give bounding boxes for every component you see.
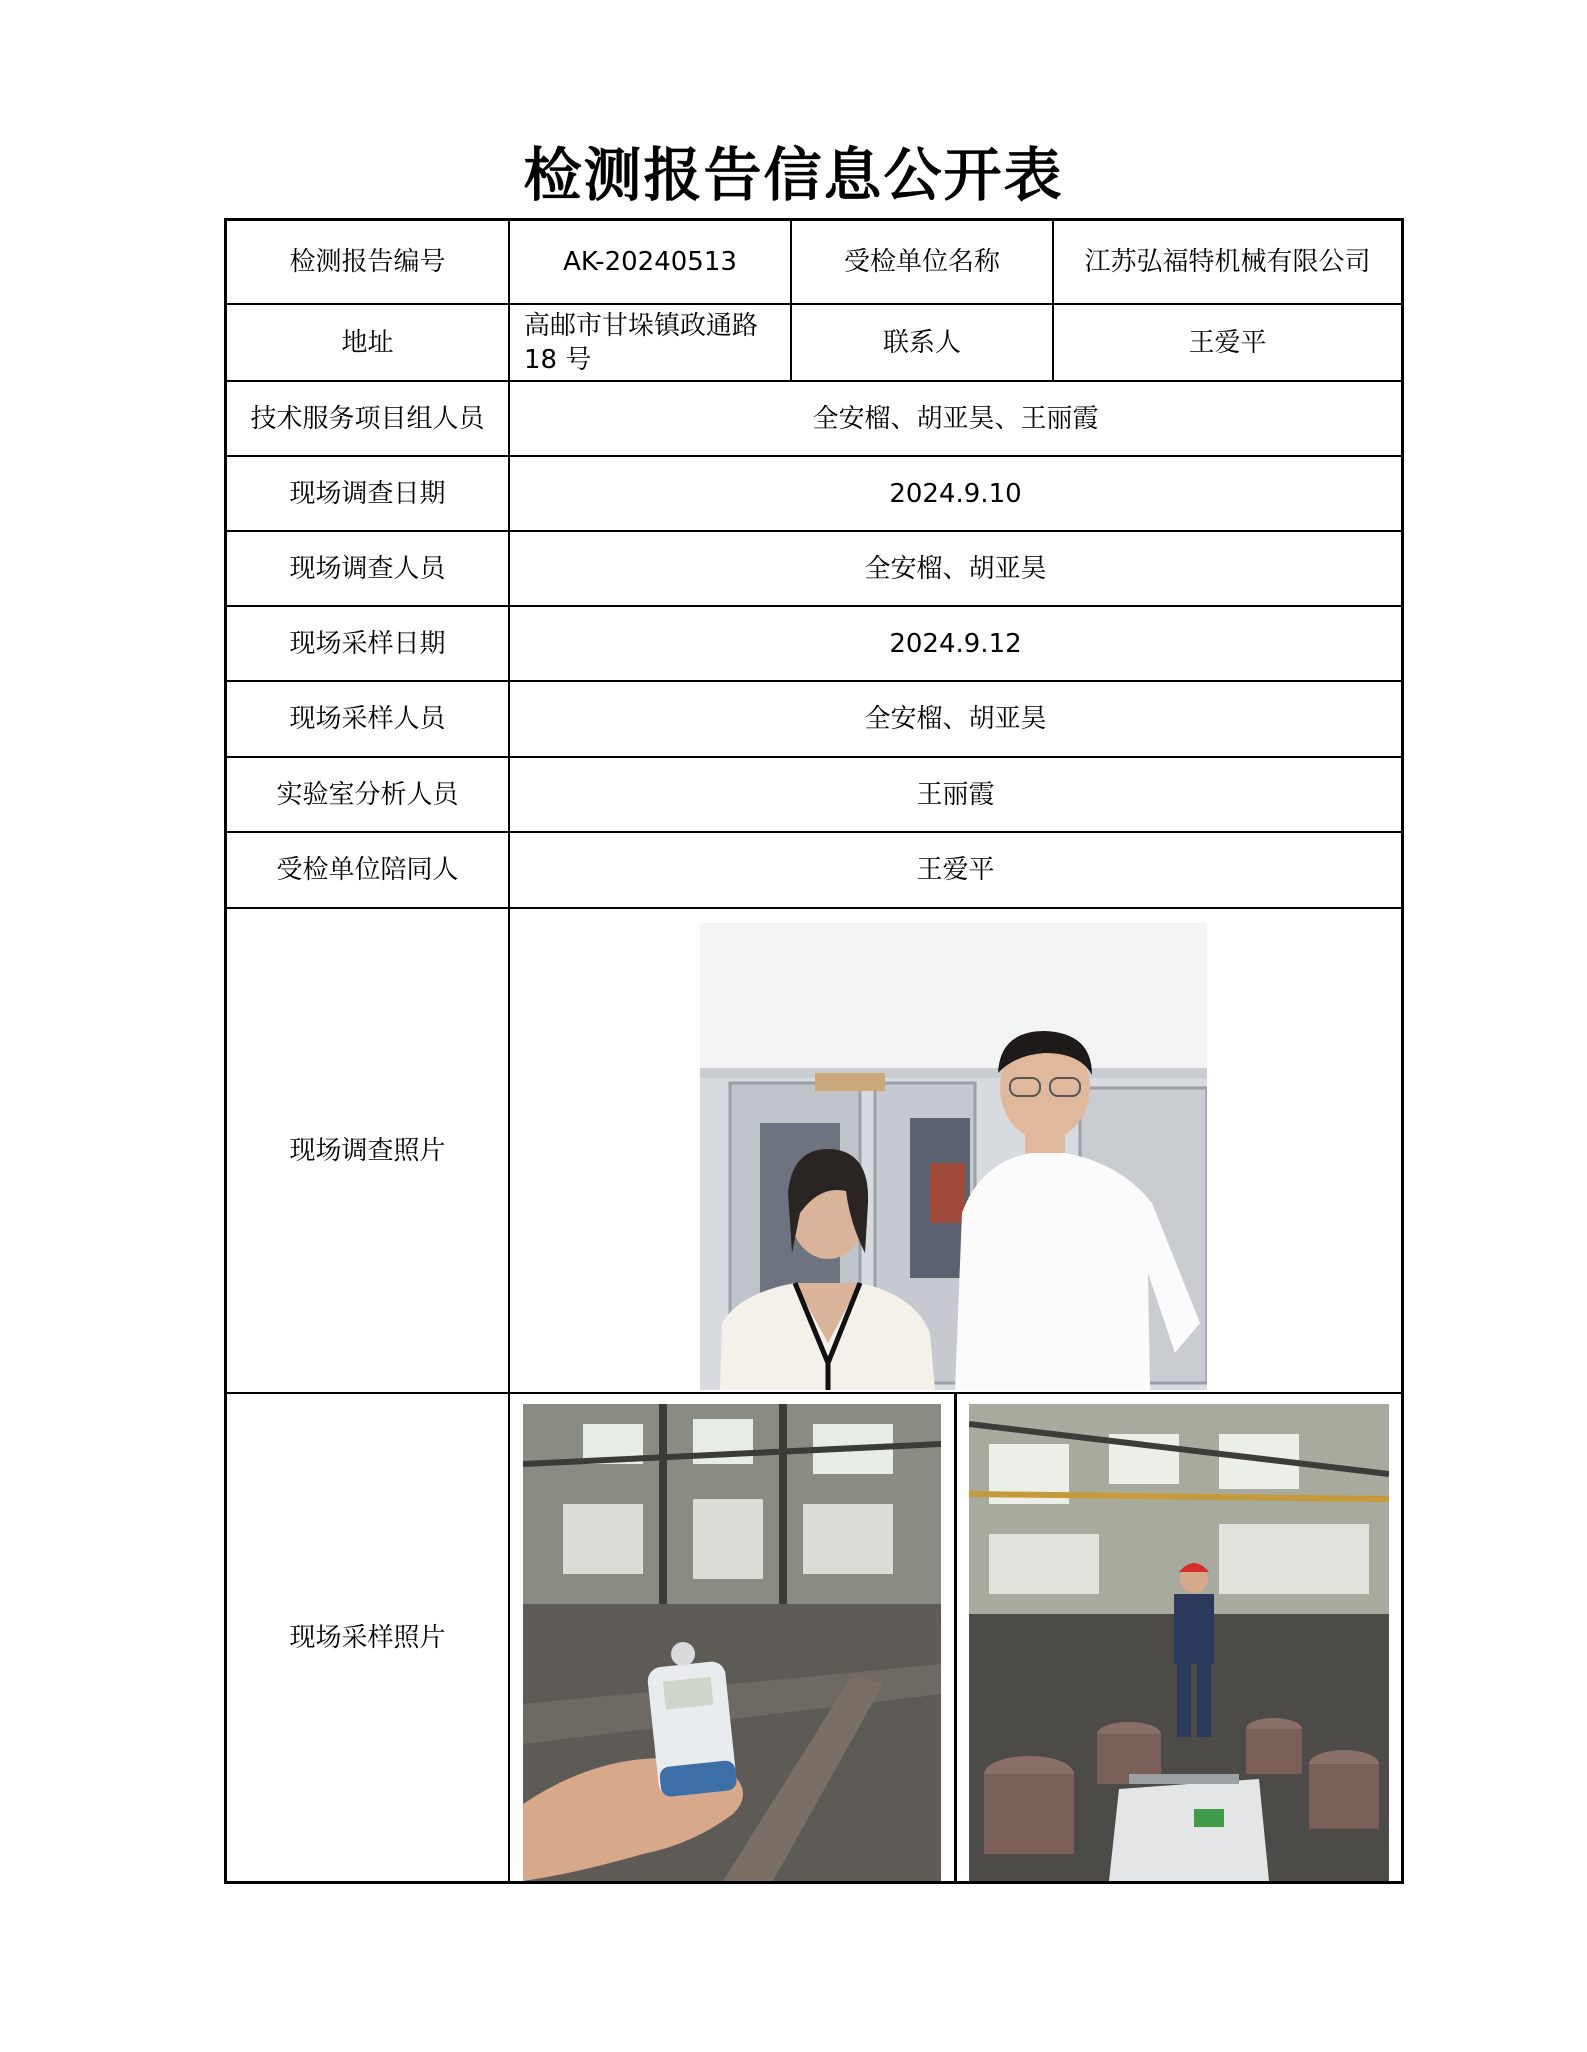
sampling-date-label: 现场采样日期 [289,628,446,659]
lab-staff-value: 王丽霞 [916,779,995,810]
address-label: 地址 [341,327,394,358]
sound-level-meter-photo [523,1404,941,1881]
sampling-photo-2 [969,1404,1389,1881]
survey-staff-value: 全安榴、胡亚昊 [864,553,1047,584]
contact-label: 联系人 [882,327,961,358]
office-portrait-photo [700,923,1207,1390]
escort-value: 王爱平 [916,855,995,885]
report-number-label: 检测报告编号 [289,247,446,277]
sampling-date-value: 2024.9.12 [889,628,1022,659]
team-label: 技术服务项目组人员 [250,403,485,434]
survey-photo [700,923,1207,1390]
inspected-unit-label: 受检单位名称 [843,247,1000,277]
info-table [224,218,1404,1884]
lab-staff-label: 实验室分析人员 [276,779,459,810]
report-number-value: AK-20240513 [563,247,737,277]
sampling-staff-value: 全安榴、胡亚昊 [864,704,1047,734]
escort-label: 受检单位陪同人 [276,855,459,885]
address-line-2: 18 号 [524,344,592,375]
inspected-unit-value: 江苏弘福特机械有限公司 [1084,247,1371,277]
address-value [510,305,790,380]
team-value: 全安榴、胡亚昊、王丽霞 [812,403,1099,434]
survey-date-label: 现场调查日期 [289,478,446,509]
survey-date-value: 2024.9.10 [889,478,1022,509]
sampling-photo-1 [523,1404,941,1881]
page-title: 检测报告信息公开表 [523,141,1064,209]
survey-staff-label: 现场调查人员 [289,553,446,584]
sampling-photo-label: 现场采样照片 [289,1622,446,1653]
survey-photo-label: 现场调查照片 [289,1135,446,1166]
sampling-staff-label: 现场采样人员 [289,704,446,734]
address-line-1: 高邮市甘垛镇政通路 [524,310,759,341]
factory-worker-sampler-photo [969,1404,1389,1881]
contact-value: 王爱平 [1188,327,1267,358]
